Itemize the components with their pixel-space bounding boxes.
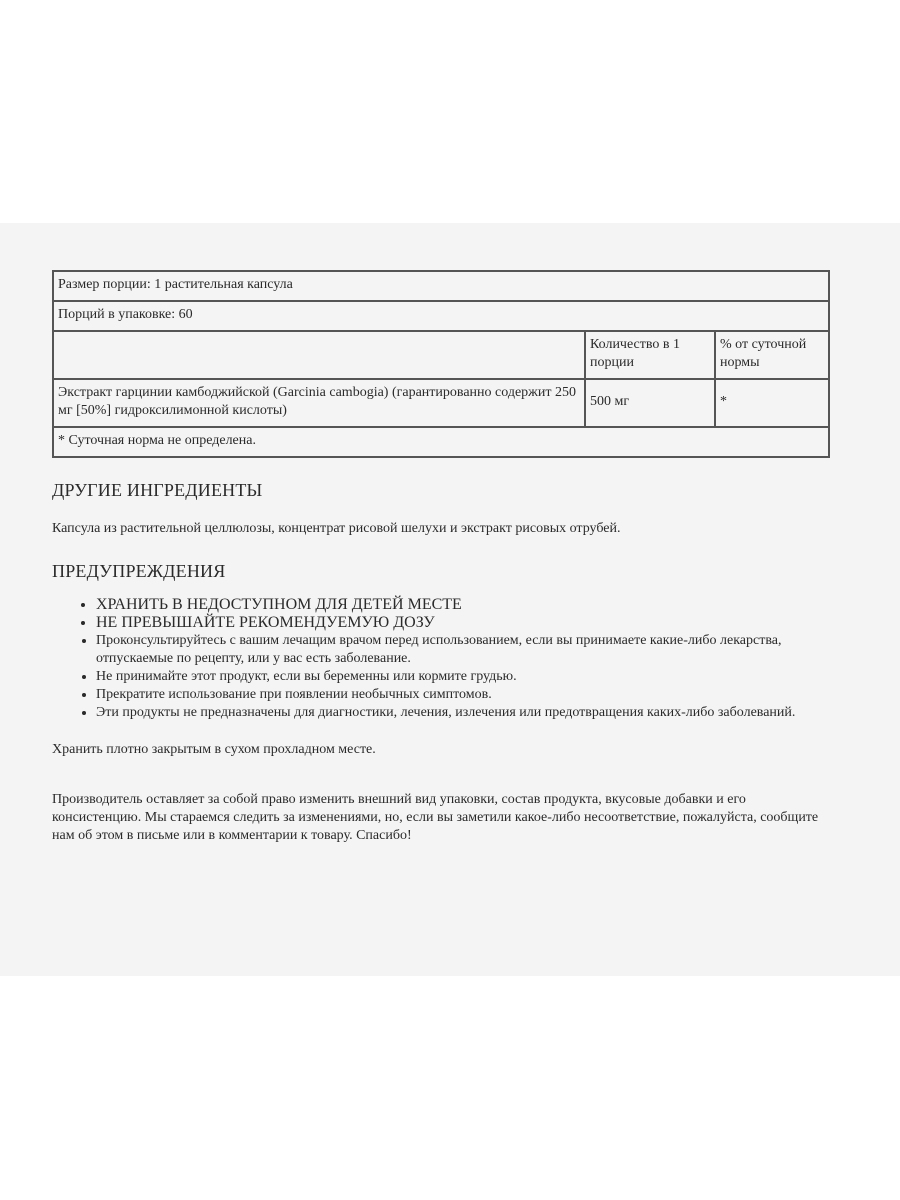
daily-value-column-header: % от суточной нормы: [715, 331, 829, 379]
list-item: • Проконсультируйтесь с вашим лечащим врачом перед использованием, если вы принимаете какие-либо лекарства, отпускаемые по рецепту, или у вас есть заболевание.: [96, 632, 832, 668]
product-description: [52, 270, 832, 845]
ingredient-amount-cell: 500 мг: [585, 379, 715, 427]
list-item: • НЕ ПРЕВЫШАЙТЕ РЕКОМЕНДУЕМУЮ ДОЗУ: [96, 614, 832, 632]
other-ingredients-text: Капсула из растительной целлюлозы, концентрат рисовой шелухи и экстракт рисовых отрубей.: [52, 521, 621, 536]
ingredient-dv-cell: *: [715, 379, 829, 427]
empty-header-cell: [53, 331, 585, 379]
other-ingredients-heading: ДРУГИЕ ИНГРЕДИЕНТЫ: [52, 480, 263, 500]
manufacturer-note: Производитель оставляет за собой право изменить внешний вид упаковки, состав продукта, вкусовые добавки и его консистенцию. Мы стараемся следить за изменениями, но, если вы заметили какое-либо несоответствие, пожалуйста, сообщите нам об этом в письме или в комментарии к товару. Спасибо!: [52, 792, 819, 843]
serving-size-cell: Размер порции: 1 растительная капсула: [53, 271, 829, 301]
warnings-heading: ПРЕДУПРЕЖДЕНИЯ: [52, 561, 226, 581]
servings-per-container-cell: Порций в упаковке: 60: [53, 301, 829, 331]
warnings-list: [52, 596, 832, 722]
table-row: [53, 301, 829, 331]
table-row: [53, 271, 829, 301]
table-row: [53, 379, 829, 427]
ingredient-name-cell: Экстракт гарцинии камбоджийской (Garcinia cambogia) (гарантированно содержит 250 мг [50%] гидроксилимонной кислоты): [53, 379, 585, 427]
table-row: [53, 427, 829, 457]
footnote-cell: * Суточная норма не определена.: [53, 427, 829, 457]
list-item: • Не принимайте этот продукт, если вы беременны или кормите грудью.: [96, 668, 832, 686]
amount-column-header: Количество в 1 порции: [585, 331, 715, 379]
content-panel: [0, 223, 900, 976]
storage-instructions: Хранить плотно закрытым в сухом прохладном месте.: [52, 742, 376, 757]
table-header-row: [53, 331, 829, 379]
list-item: • ХРАНИТЬ В НЕДОСТУПНОМ ДЛЯ ДЕТЕЙ МЕСТЕ: [96, 596, 832, 614]
list-item: • Эти продукты не предназначены для диагностики, лечения, излечения или предотвращения каких-либо заболеваний.: [96, 704, 832, 722]
supplement-facts-table: [52, 270, 830, 458]
list-item: • Прекратите использование при появлении необычных симптомов.: [96, 686, 832, 704]
